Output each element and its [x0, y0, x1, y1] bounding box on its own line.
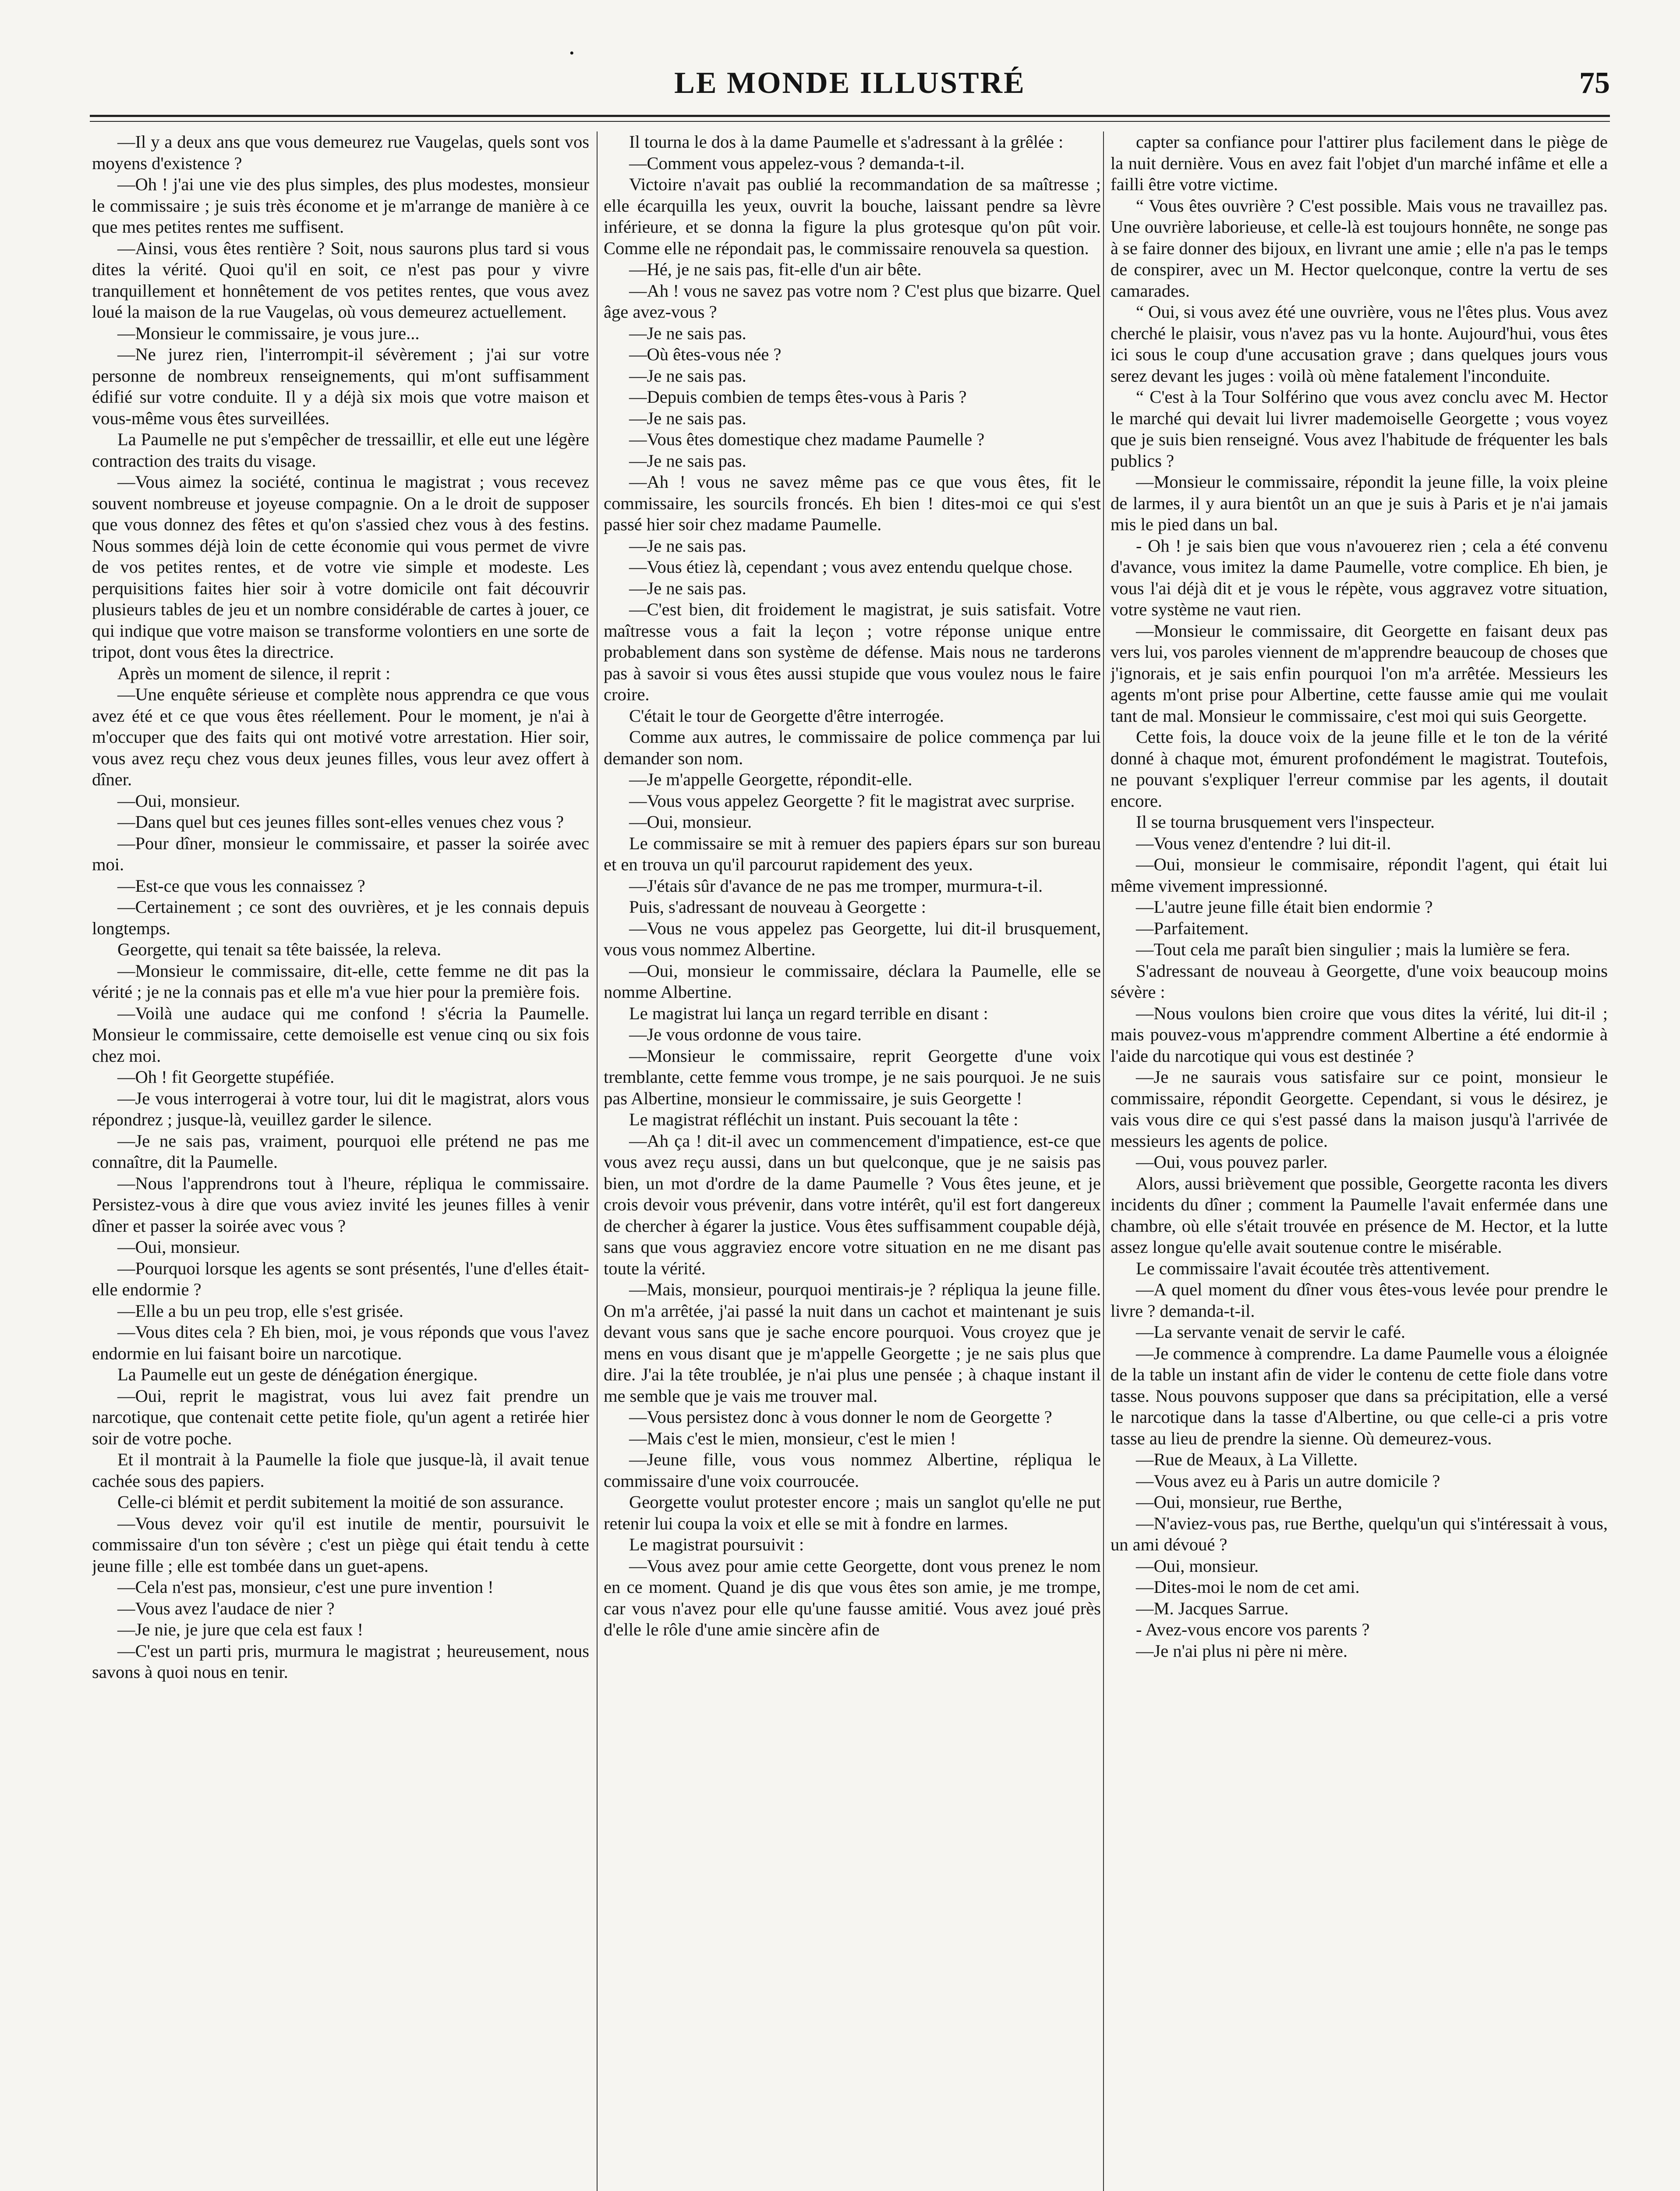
paragraph: Celle-ci blémit et perdit subitement la moitié de son assurance.: [117, 1492, 564, 1512]
paragraph: —Parfaitement.: [1136, 918, 1249, 938]
paragraph: Le magistrat réfléchit un instant. Puis secouant la tête :: [629, 1110, 1019, 1129]
paragraph: —Oui, vous pouvez parler.: [1136, 1152, 1328, 1172]
paragraph: —Depuis combien de temps êtes-vous à Paris ?: [629, 387, 967, 407]
paragraph: —Oh ! j'ai une vie des plus simples, des plus modestes, monsieur le commissaire ; je suis très économe et je m'arrange de manière à ce que mes petites rentes me suffisent.: [92, 174, 589, 237]
paragraph: Le commissaire se mit à remuer des papiers épars sur son bureau et en trouva un qu'il parcourut rapidement des yeux.: [604, 833, 1101, 874]
paragraph: —Certainement ; ce sont des ouvrières, et je les connais depuis longtemps.: [92, 897, 589, 938]
paragraph: —Je commence à comprendre. La dame Paumelle vous a éloignée de la table un instant afin de vider le contenu de cette fiole dans votre tasse. Nous pouvons supposer que dans sa précipitation, elle a versé le narcotique dans la tasse d'Albertine, ou que celle-ci a pris votre tasse au lieu de prendre la sienne. Où demeurez-vous.: [1111, 1343, 1608, 1448]
paragraph: Le magistrat lui lança un regard terrible en disant :: [629, 1003, 988, 1023]
paragraph: —Ainsi, vous êtes rentière ? Soit, nous saurons plus tard si vous dites la vérité. Quoi qu'il en soit, ce n'est pas pour y vivre tranquillement et honnêtement de vos petites rentes, que vous avez loué la maison de la rue Vaugelas, où vous demeurez actuellement.: [92, 238, 589, 322]
paragraph: —Vous vous appelez Georgette ? fit le magistrat avec surprise.: [629, 791, 1075, 811]
paragraph: —Je ne sais pas.: [629, 408, 746, 428]
paragraph: —Oui, monsieur.: [117, 1237, 241, 1257]
paragraph: —Vous avez pour amie cette Georgette, dont vous prenez le nom en ce moment. Quand je dis que vous êtes son amie, je me trompe, car vous n'avez pour elle qu'une fausse amitié. Vous avez joué près d'elle le rôle d'une amie sincère afin de: [604, 1556, 1101, 1639]
paragraph: —Où êtes-vous née ?: [629, 344, 782, 364]
paragraph: —Comment vous appelez-vous ? demanda-t-il.: [629, 153, 965, 173]
paragraph: —Pourquoi lorsque les agents se sont présentés, l'une d'elles était-elle endormie ?: [92, 1258, 589, 1299]
paragraph: C'était le tour de Georgette d'être interrogée.: [629, 706, 944, 726]
paragraph: —Vous aimez la société, continua le magistrat ; vous recevez souvent nombreuse et joyeuse compagnie. On a le droit de supposer que vous donnez des fêtes et qu'on s'assied chez vous à des festins. Nous sommes déjà loin de cette économie qui vous permet de vivre de vos petites rentes, et de votre vie simple et modeste. Les perquisitions faites hier soir à votre domicile ont fait découvrir plusieurs tables de jeu et un nombre considérable de cartes à jouer, ce qui indique que votre maison se transforme volontiers en une sorte de tripot, dont vous êtes la directrice.: [92, 472, 589, 662]
paragraph: —Vous avez l'audace de nier ?: [117, 1598, 335, 1618]
paragraph: Il se tourna brusquement vers l'inspecteur.: [1136, 812, 1435, 832]
paragraph: —Une enquête sérieuse et complète nous apprendra ce que vous avez été et ce que vous êtes réellement. Pour le moment, je n'ai à m'occuper que des faits qui ont motivé votre arrestation. Hier soir, vous avez reçu chez vous deux jeunes filles, vous leur avez offert à dîner.: [92, 684, 589, 789]
paragraph: —Oui, monsieur le commisaire, répondit l'agent, qui était lui même vivement impressionné.: [1111, 854, 1608, 896]
column-divider-2: [1103, 131, 1104, 2191]
paragraph: —Je nie, je jure que cela est faux !: [117, 1620, 364, 1639]
paragraph: —Cela n'est pas, monsieur, c'est une pure invention !: [117, 1577, 494, 1597]
paragraph: Georgette, qui tenait sa tête baissée, la releva.: [117, 940, 442, 959]
paragraph: —Je ne sais pas.: [629, 450, 746, 471]
paragraph: —Ah ! vous ne savez même pas ce que vous êtes, fit le commissaire, les sourcils froncés. Eh bien ! dites-moi ce qui s'est passé hier soir chez madame Paumelle.: [604, 472, 1101, 534]
paragraph: —Vous devez voir qu'il est inutile de mentir, poursuivit le commissaire d'un ton sévère ; c'est un piège qui était tendu à cette jeune fille ; elle est tombée dans un guet-apens.: [92, 1513, 589, 1576]
paragraph: —Pour dîner, monsieur le commissaire, et passer la soirée avec moi.: [92, 833, 589, 874]
paragraph: —Vous avez eu à Paris un autre domicile ?: [1136, 1471, 1440, 1491]
paragraph: —Monsieur le commissaire, dit Georgette en faisant deux pas vers lui, vos paroles viennent de m'apprendre beaucoup de choses que j'ignorais, et je sais enfin pourquoi l'on m'a arrêtée. Messieurs les agents m'ont prise pour Albertine, cette fausse amie qui me voulait tant de mal. Monsieur le commissaire, c'est moi qui suis Georgette.: [1111, 620, 1608, 726]
paragraph: Georgette voulut protester encore ; mais un sanglot qu'elle ne put retenir lui coupa la voix et elle se mit à fondre en larmes.: [604, 1492, 1101, 1533]
paragraph: —M. Jacques Sarrue.: [1136, 1598, 1289, 1618]
paragraph: —Oui, monsieur.: [117, 791, 241, 811]
page-number: 75: [1579, 66, 1610, 100]
paragraph: —Mais c'est le mien, monsieur, c'est le mien !: [629, 1428, 956, 1448]
paragraph: “ Vous êtes ouvrière ? C'est possible. Mais vous ne travaillez pas. Une ouvrière laborieuse, et celle-là est toujours honnête, ne songe pas à se faire donner des bijoux, en livrant une amie ; elle n'a pas le temps de conspirer, avec un M. Hector quelconque, contre la vertu de ses camarades.: [1111, 195, 1608, 301]
paragraph: —A quel moment du dîner vous êtes-vous levée pour prendre le livre ? demanda-t-il.: [1111, 1280, 1608, 1321]
paragraph: —La servante venait de servir le café.: [1136, 1322, 1406, 1342]
paragraph: —Il y a deux ans que vous demeurez rue Vaugelas, quels sont vos moyens d'existence ?: [92, 132, 589, 173]
paragraph: Le commissaire l'avait écoutée très attentivement.: [1136, 1258, 1490, 1278]
paragraph: Alors, aussi brièvement que possible, Georgette raconta les divers incidents du dîner ; comment la Paumelle l'avait enfermée dans une chambre, où elle s'était trouvée en présence de M. Hector, et la lutte assez longue qu'elle avait soutenue contre le misérable.: [1111, 1173, 1608, 1257]
paragraph: —Ne jurez rien, l'interrompit-il sévèrement ; j'ai sur votre personne de nombreux renseignements, qui m'ont suffisamment édifié sur votre conduite. Il y a déjà six mois que votre maison et vous-même vous êtes surveillées.: [92, 344, 589, 428]
paragraph: —Ah ça ! dit-il avec un commencement d'impatience, est-ce que vous avez reçu aussi, dans un but quelconque, que je ne saisis pas bien, un mot d'ordre de la dame Paumelle ? Vous êtes jeune, et je crois devoir vous prévenir, dans votre intérêt, qu'il est fort dangereux de chercher à égarer la justice. Vous êtes suffisamment coupable déjà, sans que vous aggraviez encore votre situation en ne me disant pas toute la vérité.: [604, 1131, 1101, 1278]
paragraph: “ C'est à la Tour Solférino que vous avez conclu avec M. Hector le marché qui devait lui livrer mademoiselle Georgette ; vous voyez que je suis bien renseigné. Vous avez l'habitude de fréquenter les bals publics ?: [1111, 387, 1608, 471]
paragraph: —Oui, monsieur le commissaire, déclara la Paumelle, elle se nomme Albertine.: [604, 961, 1101, 1002]
printer-mark: •: [569, 46, 574, 60]
paragraph: —Dites-moi le nom de cet ami.: [1136, 1577, 1360, 1597]
paragraph: —Nous l'apprendrons tout à l'heure, répliqua le commissaire. Persistez-vous à dire que vous aviez invité les jeunes filles à venir dîner et passer la soirée avec vous ?: [92, 1173, 589, 1236]
text-column-2: [604, 131, 1101, 2191]
column-divider-1: [597, 131, 598, 2191]
paragraph: Et il montrait à la Paumelle la fiole que jusque-là, il avait tenue cachée sous des papiers.: [92, 1450, 589, 1491]
paragraph: —Est-ce que vous les connaissez ?: [117, 876, 365, 896]
paragraph: —Mais, monsieur, pourquoi mentirais-je ? répliqua la jeune fille. On m'a arrêtée, j'ai passé la nuit dans un cachot et maintenant je suis devant vous sans que je sache encore pourquoi. Vous croyez que je mens en vous disant que je m'appelle Georgette ; je ne sais plus que dire. J'ai la tête troublée, je n'ai plus une pensée ; à chaque instant il me semble que je vais me trouver mal.: [604, 1280, 1101, 1406]
paragraph: —Hé, je ne sais pas, fit-elle d'un air bête.: [629, 259, 922, 279]
paragraph: —N'aviez-vous pas, rue Berthe, quelqu'un qui s'intéressait à vous, un ami dévoué ?: [1111, 1513, 1608, 1554]
paragraph: - Oh ! je sais bien que vous n'avouerez rien ; cela a été convenu d'avance, vous imitez la dame Paumelle, votre complice. Eh bien, je vous l'ai déjà dit et je vous le répète, vous aggravez votre situation, votre système ne vaut rien.: [1111, 535, 1608, 619]
header-rule-thin: [90, 121, 1610, 122]
paragraph: —Oui, reprit le magistrat, vous lui avez fait prendre un narcotique, que contenait cette petite fiole, qu'un agent a retirée hier soir de votre poche.: [92, 1386, 589, 1448]
paragraph: —Vous ne vous appelez pas Georgette, lui dit-il brusquement, vous vous nommez Albertine.: [604, 918, 1101, 959]
paragraph: Après un moment de silence, il reprit :: [117, 663, 391, 683]
paragraph: La Paumelle ne put s'empêcher de tressaillir, et elle eut une légère contraction des traits du visage.: [92, 429, 589, 471]
paragraph: —Oui, monsieur.: [629, 812, 752, 832]
paragraph: —Je ne sais pas, vraiment, pourquoi elle prétend ne pas me connaître, dit la Paumelle.: [92, 1131, 589, 1172]
paragraph: —Vous êtes domestique chez madame Paumelle ?: [629, 429, 985, 449]
paragraph: —C'est bien, dit froidement le magistrat, je suis satisfait. Votre maîtresse vous a fait la leçon ; votre réponse unique entre probablement dans son système de défense. Mais nous ne tarderons pas à savoir si vous êtes aussi stupide que vous voulez nous le faire croire.: [604, 599, 1101, 704]
paragraph: —Voilà une audace qui me confond ! s'écria la Paumelle. Monsieur le commissaire, cette demoiselle est venue cinq ou six fois chez moi.: [92, 1003, 589, 1066]
page-header: [90, 57, 1610, 123]
paragraph: —Jeune fille, vous vous nommez Albertine, répliqua le commissaire d'une voix courroucée.: [604, 1450, 1101, 1491]
paragraph: —Ah ! vous ne savez pas votre nom ? C'est plus que bizarre. Quel âge avez-vous ?: [604, 280, 1101, 322]
paragraph: —C'est un parti pris, murmura le magistrat ; heureusement, nous savons à quoi nous en tenir.: [92, 1641, 589, 1682]
paragraph: —Rue de Meaux, à La Villette.: [1136, 1450, 1358, 1469]
paragraph: —Tout cela me paraît bien singulier ; mais la lumière se fera.: [1136, 940, 1570, 959]
paragraph: —L'autre jeune fille était bien endormie ?: [1136, 897, 1433, 917]
text-column-3: [1111, 131, 1608, 2191]
paragraph: capter sa confiance pour l'attirer plus facilement dans le piège de la nuit dernière. Vous en avez fait l'objet d'un marché infâme et elle a failli être votre victime.: [1111, 132, 1608, 194]
paragraph: Comme aux autres, le commissaire de police commença par lui demander son nom.: [604, 727, 1101, 768]
paragraph: —Je vous interrogerai à votre tour, lui dit le magistrat, alors vous répondrez ; jusque-là, veuillez garder le silence.: [92, 1088, 589, 1129]
paragraph: Le magistrat poursuivit :: [629, 1535, 804, 1554]
newspaper-title: LE MONDE ILLUSTRÉ: [674, 66, 1026, 100]
paragraph: —J'étais sûr d'avance de ne pas me tromper, murmura-t-il.: [629, 876, 1043, 896]
paragraph: Puis, s'adressant de nouveau à Georgette :: [629, 897, 926, 917]
paragraph: —Dans quel but ces jeunes filles sont-elles venues chez vous ?: [117, 812, 564, 832]
paragraph: —Je m'appelle Georgette, répondit-elle.: [629, 769, 913, 789]
paragraph: —Je ne sais pas.: [629, 323, 746, 343]
paragraph: —Monsieur le commissaire, dit-elle, cette femme ne dit pas la vérité ; je ne la connais pas et elle m'a vue hier pour la première fois.: [92, 961, 589, 1002]
paragraph: —Je ne sais pas.: [629, 535, 746, 556]
paragraph: —Vous venez d'entendre ? lui dit-il.: [1136, 833, 1391, 853]
text-column-1: [92, 131, 589, 2191]
paragraph: —Oui, monsieur, rue Berthe,: [1136, 1492, 1342, 1512]
paragraph: —Je ne sais pas.: [629, 365, 746, 386]
paragraph: S'adressant de nouveau à Georgette, d'une voix beaucoup moins sévère :: [1111, 961, 1608, 1002]
paragraph: —Monsieur le commissaire, répondit la jeune fille, la voix pleine de larmes, il y aura bientôt un an que je suis à Paris et je n'ai jamais mis le pied dans un bal.: [1111, 472, 1608, 534]
paragraph: La Paumelle eut un geste de dénégation énergique.: [117, 1365, 478, 1384]
paragraph: —Elle a bu un peu trop, elle s'est grisée.: [117, 1301, 403, 1321]
paragraph: —Oh ! fit Georgette stupéfiée.: [117, 1067, 335, 1087]
paragraph: - Avez-vous encore vos parents ?: [1136, 1620, 1370, 1639]
paragraph: —Monsieur le commissaire, reprit Georgette d'une voix tremblante, cette femme vous trompe, je ne sais pourquoi. Je ne suis pas Albertine, monsieur le commissaire, je suis Georgette !: [604, 1046, 1101, 1108]
paragraph: —Je n'ai plus ni père ni mère.: [1136, 1641, 1348, 1661]
paragraph: —Je ne saurais vous satisfaire sur ce point, monsieur le commissaire, répondit Georgette. Cependant, si vous le désirez, je vais vous dire ce qui s'est passé dans la maison jusqu'à l'arrivée de messieurs les agents de police.: [1111, 1067, 1608, 1151]
paragraph: Cette fois, la douce voix de la jeune fille et le ton de la vérité donné à chaque mot, émurent profondément le magistrat. Toutefois, ne pouvant s'expliquer l'erreur commise par les agents, il doutait encore.: [1111, 727, 1608, 811]
paragraph: —Vous dites cela ? Eh bien, moi, je vous réponds que vous l'avez endormie en lui faisant boire un narcotique.: [92, 1322, 589, 1363]
paragraph: —Nous voulons bien croire que vous dites la vérité, lui dit-il ; mais pouvez-vous m'apprendre comment Albertine a été endormie à l'aide du narcotique qui vous est destinée ?: [1111, 1003, 1608, 1066]
paragraph: —Je ne sais pas.: [629, 578, 746, 598]
paragraph: Il tourna le dos à la dame Paumelle et s'adressant à la grêlée :: [629, 132, 1064, 152]
paragraph: —Oui, monsieur.: [1136, 1556, 1259, 1576]
paragraph: “ Oui, si vous avez été une ouvrière, vous ne l'êtes plus. Vous avez cherché le plaisir, vous n'avez pas vu la honte. Aujourd'hui, vous êtes ici sous le coup d'une accusation grave ; dans quelques jours vous serez devant les juges : voilà où mène fatalement l'inconduite.: [1111, 302, 1608, 386]
paragraph: —Vous persistez donc à vous donner le nom de Georgette ?: [629, 1407, 1052, 1427]
paragraph: —Monsieur le commissaire, je vous jure...: [117, 323, 420, 343]
header-rule-thick: [90, 115, 1610, 117]
paragraph: —Vous étiez là, cependant ; vous avez entendu quelque chose.: [629, 557, 1073, 577]
paragraph: Victoire n'avait pas oublié la recommandation de sa maîtresse ; elle écarquilla les yeux, ouvrit la bouche, laissant pendre sa lèvre inférieure, et se donna la figure la plus grotesque qu'on pût voir. Comme elle ne répondait pas, le commissaire renouvela sa question.: [604, 174, 1101, 258]
paragraph: —Je vous ordonne de vous taire.: [629, 1025, 862, 1044]
